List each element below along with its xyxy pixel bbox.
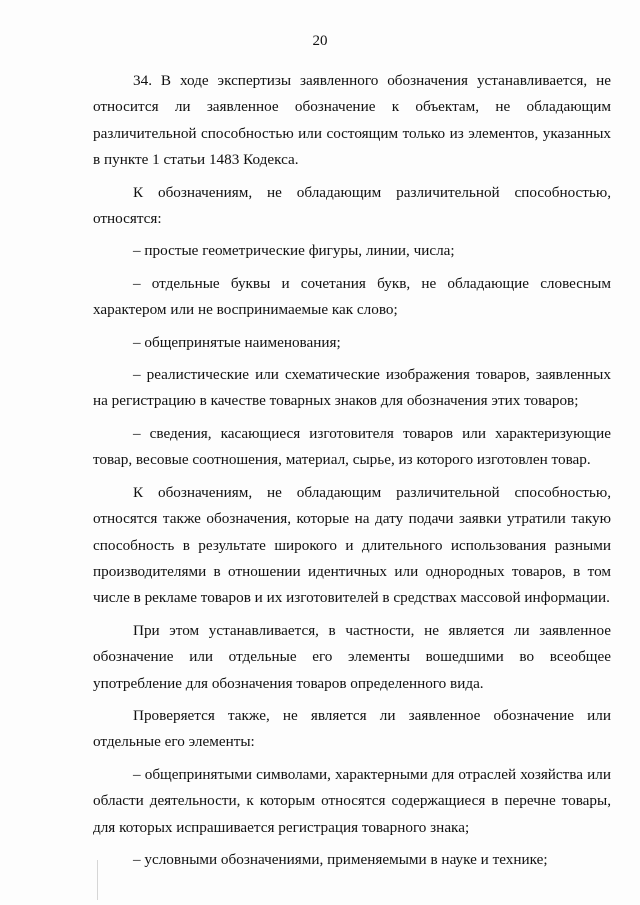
page-number: 20 [312,33,328,49]
paragraph-34-intro: 34. В ходе экспертизы заявленного обозначения устанавливается, не относится ли заявленное обозначение к объектам, не обладающим различительной способностью или состоящим только из элементов, указанных в пункте 1 статьи 1483 Кодекса. [93,72,611,169]
list-item-common-names: – общепринятые наименования; [133,333,341,351]
list-item-manufacturer-info: – сведения, касающиеся изготовителя товаров или характеризующие товар, весовые соотношения, материал, сырье, из которого изготовлен товар. [93,424,611,469]
list-item-geometric-figures: – простые геометрические фигуры, линии, числа; [133,242,455,260]
paragraph-also-checked: Проверяется также, не является ли заявленное обозначение или отдельные его элементы: [93,706,611,751]
list-item-letters: – отдельные буквы и сочетания букв, не обладающие словесным характером или не воспринимаемые как слово; [93,274,611,319]
list-item-conventional-signs: – условными обозначениями, применяемыми в науке и технике; [133,850,548,868]
paragraph-common-use: При этом устанавливается, в частности, не является ли заявленное обозначение или отдельные его элементы вошедшими во всеобщее употребление для обозначения товаров определенного вида. [93,621,611,692]
list-item-common-symbols: – общепринятыми символами, характерными для отраслей хозяйства или области деятельности, к которым относятся содержащиеся в перечне товары, для которых испрашивается регистрация товарного знака; [93,765,611,836]
scan-edge-line [97,860,98,900]
paragraph-lost-distinctiveness: К обозначениям, не обладающим различительной способностью, относятся также обозначения, которые на дату подачи заявки утратили такую способность в результате широкого и длительного использования разными производителями в отношении идентичных или однородных товаров, в том числе в рекламе товаров и их изготовителей в средствах массовой информации. [93,483,611,607]
paragraph-non-distinctive-intro: К обозначениям, не обладающим различительной способностью, относятся: [93,183,611,228]
document-body [93,68,611,879]
list-item-product-images: – реалистические или схематические изображения товаров, заявленных на регистрацию в качестве товарных знаков для обозначения этих товаров; [93,366,611,410]
